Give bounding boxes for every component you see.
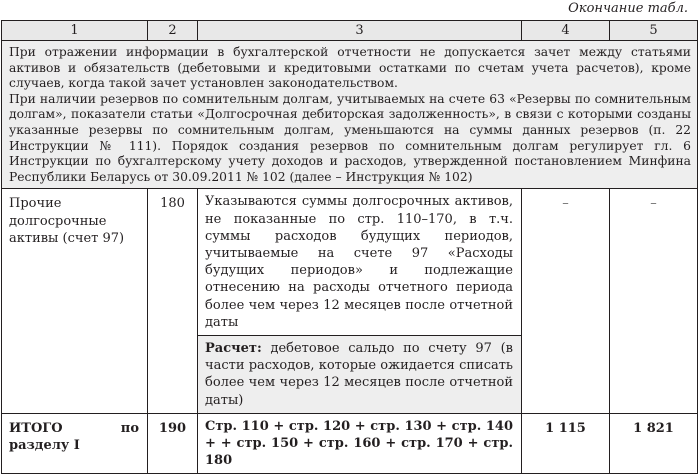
- column-number-3: 3: [198, 21, 522, 41]
- note-row: [2, 41, 698, 189]
- note-paragraph-reserves: При наличии резервов по сомнительным долгам, учитываемых на счете 63 «Резервы по сомнительным долгам», показатели статьи «Долгосрочная дебиторская задолженность», в связи с которыми созданы указанные резервы по сомнительным долгам, уменьшаются на суммы данных резервов (п. 22 Инструкции № 111). Порядок создания резервов по сомнительным долгам регулирует гл. 6 Инструкции по бухгалтерскому учету доходов и расходов, утвержденной постановлением Минфина Республики Беларусь от 30.09.2011 № 102 (далее – Инструкция № 102): [9, 91, 691, 184]
- column-number-4: 4: [522, 21, 610, 41]
- table-continuation-caption: Окончание табл.: [568, 1, 688, 16]
- calculation-cell: [198, 335, 522, 413]
- total-line-code: 190: [148, 413, 198, 474]
- total-value-start-of-year: 1 115: [522, 413, 610, 474]
- note-cell: [2, 41, 698, 189]
- calculation-text: дебетовое сальдо по счету 97 (в части расходов, которые ожидается списать более чем через 12 месяцев после отчетной даты): [205, 340, 513, 408]
- column-number-row: [2, 21, 698, 41]
- column-number-2: 2: [148, 21, 198, 41]
- table-row-other-assets: [2, 189, 698, 336]
- column-number-1: 1: [2, 21, 148, 41]
- item-description: Указываются суммы долгосрочных активов, не показанные по стр. 110–170, в т.ч. суммы расходов будущих периодов, учитываемые на счете 97 «Расходы будущих периодов» и подлежащие отнесению на расходы отчетного периода более чем через 12 месяцев после отчетной даты: [198, 189, 522, 336]
- table-row-total: [2, 413, 698, 474]
- total-name: ИТОГО по разделу I: [2, 413, 148, 474]
- total-formula: Стр. 110 + стр. 120 + стр. 130 + стр. 140 + + стр. 150 + стр. 160 + стр. 170 + стр. 180: [198, 413, 522, 474]
- value-start-of-year: –: [522, 189, 610, 413]
- column-number-5: 5: [610, 21, 698, 41]
- balance-table: [1, 20, 698, 474]
- calculation-label: Расчет:: [205, 340, 262, 356]
- item-name: Прочие долгосрочные активы (счет 97): [2, 189, 148, 413]
- total-value-end-of-period: 1 821: [610, 413, 698, 474]
- line-code: 180: [148, 189, 198, 413]
- value-end-of-period: –: [610, 189, 698, 413]
- note-paragraph-offset: При отражении информации в бухгалтерской отчетности не допускается зачет между статьями активов и обязательств (дебетовыми и кредитовыми остатками по счетам учета расчетов), кроме случаев, когда такой зачет установлен законодательством.: [9, 45, 691, 91]
